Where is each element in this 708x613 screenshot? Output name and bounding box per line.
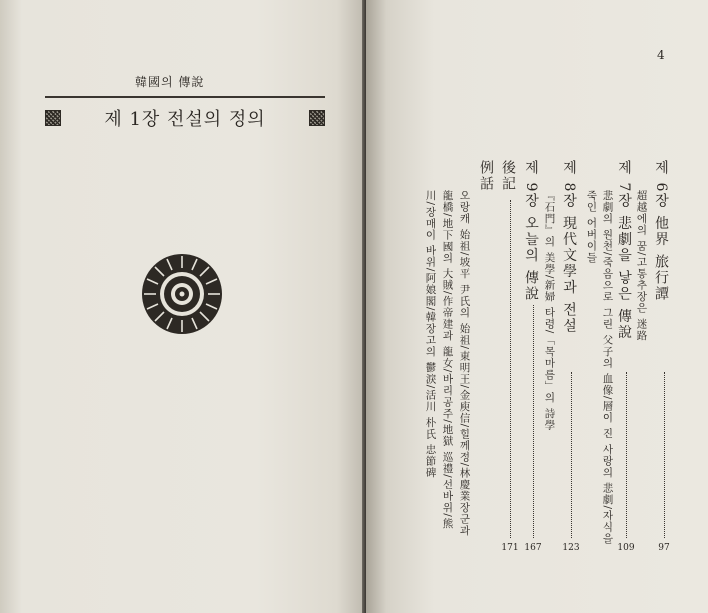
toc-leader-dots	[510, 200, 511, 538]
toc-leader-dots	[533, 305, 534, 538]
toc-entry-ch8: 제 8장 現代文學과 전설	[561, 160, 577, 335]
toc-sub-ch8: 『石門』의 美學/新婦 타령/「목마름」의 詩學	[543, 190, 556, 431]
toc-page-ch6: 97	[658, 543, 670, 553]
toc-entry-ch7: 제 7장 悲劇을 낳은 傳說	[616, 160, 632, 341]
toc-leader-dots	[571, 372, 572, 538]
toc-entry-ch9: 제 9장 오늘의 傳說	[523, 160, 539, 303]
hatched-square-icon	[45, 110, 61, 126]
chapter-title-text: 제 1장 전설의 정의	[104, 109, 266, 130]
toc-entry-afterword: 後記	[500, 160, 516, 192]
toc-page-afterword: 171	[501, 543, 519, 553]
toc-leader-dots	[626, 372, 627, 538]
hatched-square-icon	[309, 110, 325, 126]
toc-sub-ch7-line1: 悲劇의 원천/죽음으로 그린 父子의 血像/層이 진 사랑의 悲劇/자식을	[601, 190, 614, 545]
toc-leader-dots	[664, 372, 665, 538]
chapter-title	[45, 104, 325, 132]
toc-page-ch9: 167	[524, 543, 542, 553]
toc-sub-examples-line3: 川/장매이 바위/阿娘閣/韓장고의 鬱淚/活川 朴氏 忠節碑	[424, 190, 437, 479]
toc-sub-ch7-line2: 죽인 어버이들	[585, 190, 598, 264]
toc-entry-examples: 例話	[478, 160, 494, 192]
right-page	[366, 0, 708, 613]
toc-page-ch7: 109	[617, 543, 635, 553]
toc-page-ch8: 123	[562, 543, 580, 553]
header-rule	[45, 96, 325, 98]
toc-sub-examples-line1: 오랑캐 始祖/坡平 尹氏의 始祖/東明王/金庾信/힐께정/林慶業장군과	[458, 190, 471, 537]
page-number: 4	[657, 48, 665, 62]
toc-sub-examples-line2: 龍橋/地下國의 大賊/作帝建과 龍女/바리공주/地獄 巡禮/선바위/熊	[441, 190, 454, 530]
toc-entry-ch6: 제 6장 他界 旅行譚	[653, 160, 669, 303]
running-head: 韓國의 傳說	[135, 75, 205, 89]
sun-ornament-icon	[140, 252, 224, 336]
toc-sub-ch6: 超越에의 꿈/고통추장은 迷路	[635, 190, 648, 342]
